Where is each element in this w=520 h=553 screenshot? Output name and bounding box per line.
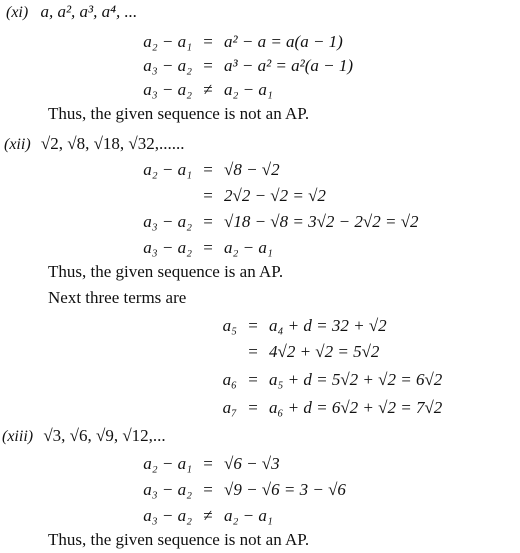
equation-row: [110, 480, 346, 500]
equation-rhs: a² − a = a(a − 1): [224, 32, 343, 51]
next-terms-label: Next three terms are: [48, 288, 187, 307]
sequence: √2, √8, √18, √32,......: [40, 134, 185, 153]
equation-row: [110, 454, 280, 474]
equation-rhs: a₂ − a₁: [224, 506, 273, 525]
equation-operator: =: [248, 342, 258, 361]
equation-rhs: 4√2 + √2 = 5√2: [269, 342, 380, 361]
equation-operator: =: [203, 238, 213, 257]
equation-row: [110, 80, 273, 100]
equation-lhs: a₆: [222, 370, 237, 389]
conclusion-text: Thus, the given sequence is not an AP.: [48, 530, 310, 549]
equation-lhs: a₅: [222, 316, 237, 335]
equation-lhs: a₂ − a₁: [143, 454, 192, 473]
conclusion-text: Thus, the given sequence is not an AP.: [48, 104, 310, 123]
equation-rhs: a₂ − a₁: [224, 80, 273, 99]
part-xiii-header: [2, 426, 166, 447]
equation-row: [175, 316, 387, 336]
equation-operator: =: [248, 316, 258, 335]
equation-rhs: √18 − √8 = 3√2 − 2√2 = √2: [224, 212, 419, 231]
equation-row: [110, 160, 280, 180]
equation-row: [175, 370, 442, 390]
conclusion-text: Thus, the given sequence is an AP.: [48, 262, 284, 281]
part-label: (xi): [6, 4, 29, 21]
equation-row: [175, 342, 379, 362]
equation-row: [110, 506, 273, 526]
equation-rhs: a₂ − a₁: [224, 238, 273, 257]
part-xi-header: [6, 2, 137, 23]
equation-rhs: √6 − √3: [224, 454, 280, 473]
equation-operator: =: [203, 454, 213, 473]
equation-operator: =: [203, 32, 213, 51]
equation-row: [110, 186, 326, 206]
equation-operator: =: [203, 212, 213, 231]
equation-operator: ≠: [203, 80, 213, 99]
equation-lhs: a₃ − a₂: [143, 212, 192, 231]
equation-row: [110, 212, 419, 232]
equation-operator: =: [203, 480, 213, 499]
equation-lhs: a₇: [222, 398, 237, 417]
equation-operator: =: [203, 186, 213, 205]
equation-rhs: a₄ + d = 32 + √2: [269, 316, 387, 335]
equation-operator: =: [248, 370, 258, 389]
equation-lhs: a₃ − a₂: [143, 238, 192, 257]
equation-operator: =: [203, 56, 213, 75]
equation-operator: =: [203, 160, 213, 179]
part-xii-header: [4, 134, 184, 155]
equation-row: [175, 398, 442, 418]
part-label: (xiii): [2, 428, 34, 445]
equation-rhs: 2√2 − √2 = √2: [224, 186, 326, 205]
equation-row: [110, 238, 273, 258]
equation-rhs: √8 − √2: [224, 160, 280, 179]
equation-operator: =: [248, 398, 258, 417]
sequence: √3, √6, √9, √12,...: [43, 426, 166, 445]
equation-lhs: a₃ − a₂: [143, 506, 192, 525]
equation-rhs: a₆ + d = 6√2 + √2 = 7√2: [269, 398, 443, 417]
part-label: (xii): [4, 136, 31, 153]
equation-operator: ≠: [203, 506, 213, 525]
equation-lhs: a₃ − a₂: [143, 480, 192, 499]
equation-rhs: a³ − a² = a²(a − 1): [224, 56, 354, 75]
equation-rhs: a₅ + d = 5√2 + √2 = 6√2: [269, 370, 443, 389]
equation-lhs: a₂ − a₁: [143, 160, 192, 179]
sequence: a, a², a³, a⁴, ...: [40, 2, 138, 21]
equation-lhs: a₃ − a₂: [143, 80, 192, 99]
equation-lhs: a₂ − a₁: [143, 32, 192, 51]
equation-lhs: a₃ − a₂: [143, 56, 192, 75]
equation-row: [110, 56, 353, 76]
equation-row: [110, 32, 343, 52]
equation-rhs: √9 − √6 = 3 − √6: [224, 480, 346, 499]
